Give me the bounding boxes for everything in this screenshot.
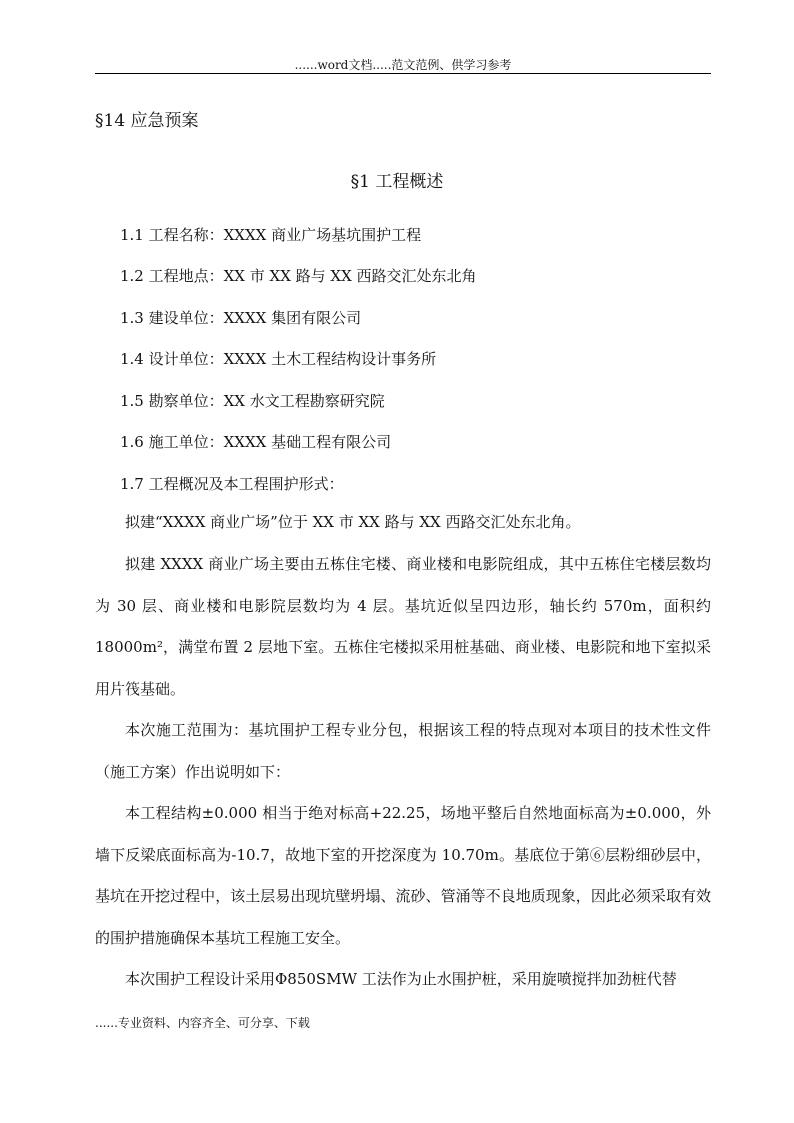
header-text: ......word文档.....范文范例、供学习参考: [294, 58, 512, 72]
paragraph: 拟建“XXXX 商业广场”位于 XX 市 XX 路与 XX 西路交汇处东北角。: [125, 513, 581, 531]
footer-text: ......专业资料、内容齐全、可分享、下载: [95, 1016, 310, 1030]
header-divider: [95, 73, 711, 74]
list-item: 1.7 工程概况及本工程围护形式：: [120, 475, 344, 493]
list-item: 1.1 工程名称：XXXX 商业广场基坑围护工程: [120, 226, 422, 244]
list-item: 1.5 勘察单位：XX 水文工程勘察研究院: [120, 392, 385, 410]
paragraph: 本次围护工程设计采用Φ850SMW 工法作为止水围护桩，采用旋喷搅拌加劲桩代替: [125, 970, 677, 988]
paragraph: 拟建 XXXX 商业广场主要由五栋住宅楼、商业楼和电影院组成，其中五栋住宅楼层数均为 30 层、商业楼和电影院层数均为 4 层。基坑近似呈四边形，轴长约 570m，面积约 18000m²，满堂布置 2 层地下室。五栋住宅楼拟采用桩基础、商业楼、电影院和地下室拟采用片筏基础。: [95, 555, 711, 698]
list-item: 1.6 施工单位：XXXX 基础工程有限公司: [120, 433, 392, 451]
list-item: 1.4 设计单位：XXXX 土木工程结构设计事务所: [120, 350, 437, 368]
list-item: 1.3 建设单位：XXXX 集团有限公司: [120, 309, 362, 327]
list-item: 1.2 工程地点：XX 市 XX 路与 XX 西路交汇处东北角: [120, 267, 477, 285]
paragraph: 本工程结构±0.000 相当于绝对标高+22.25，场地平整后自然地面标高为±0.000，外墙下反梁底面标高为-10.7，故地下室的开挖深度为 10.70m。基底位于第⑥层粉细砂层中，基坑在开挖过程中，该土层易出现坑壁坍塌、流砂、管涌等不良地质现象，因此必须采取有效的围护措施确保本基坑工程施工安全。: [95, 804, 711, 947]
section-title: §1 工程概述: [350, 172, 444, 192]
chapter-title: §14 应急预案: [95, 111, 199, 131]
paragraph: 本次施工范围为：基坑围护工程专业分包，根据该工程的特点现对本项目的技术性文件（施工方案）作出说明如下：: [95, 721, 711, 781]
